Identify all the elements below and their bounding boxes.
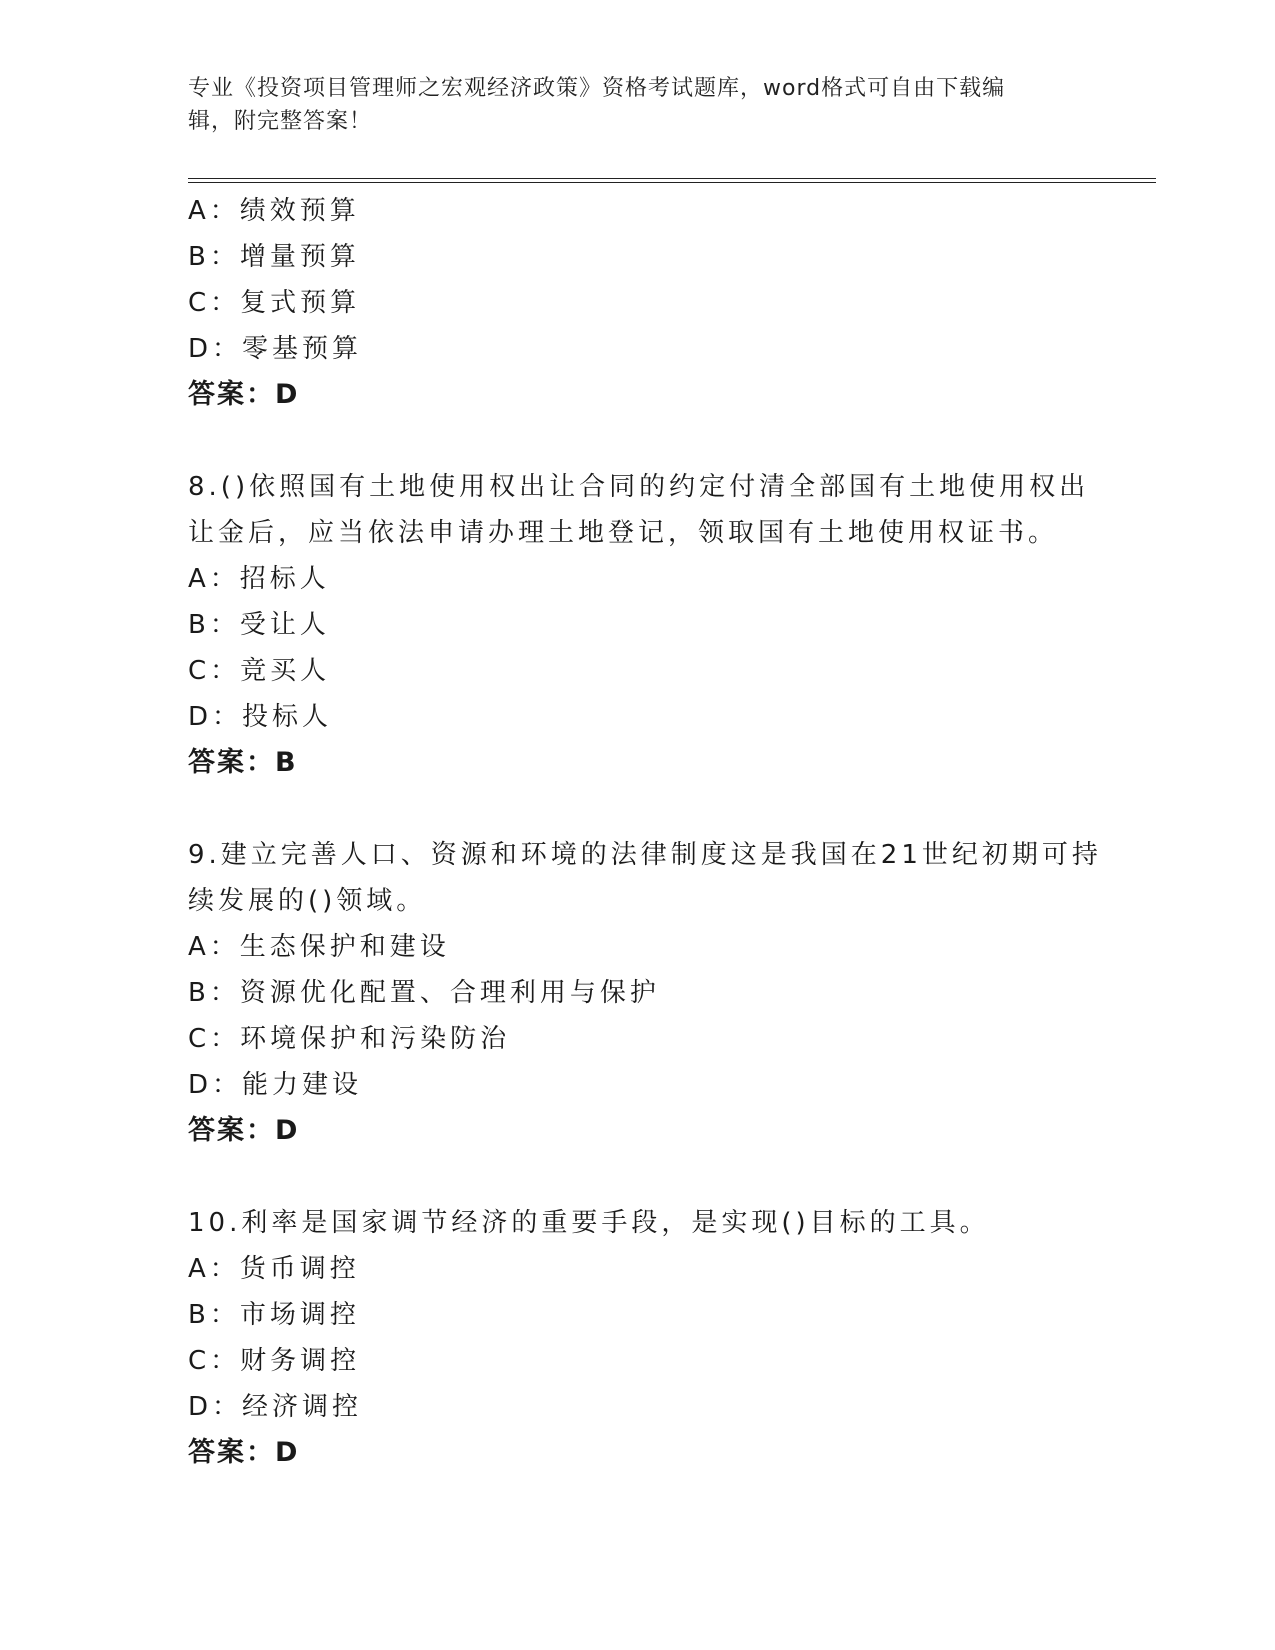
header-line-1: 专业《投资项目管理师之宏观经济政策》资格考试题库，word格式可自由下载编 xyxy=(188,76,1006,101)
option-d: D：零基预算 xyxy=(188,334,363,364)
option-d: D：能力建设 xyxy=(188,1070,363,1100)
question-9 xyxy=(188,832,1108,1154)
option-b: B：资源优化配置、合理利用与保护 xyxy=(188,978,660,1008)
option-a: A：生态保护和建设 xyxy=(188,932,450,962)
document-header xyxy=(188,72,1088,138)
option-b: B：受让人 xyxy=(188,610,330,640)
header-line-2: 辑，附完整答案！ xyxy=(188,109,373,134)
question-text-line: 让金后，应当依法申请办理土地登记，领取国有土地使用权证书。 xyxy=(188,518,1059,548)
question-7 xyxy=(188,188,1108,418)
option-b: B：增量预算 xyxy=(188,242,360,272)
option-d: D：投标人 xyxy=(188,702,333,732)
option-c: C：复式预算 xyxy=(188,288,361,318)
question-8 xyxy=(188,464,1108,786)
option-b: B：市场调控 xyxy=(188,1300,360,1330)
question-text xyxy=(188,832,1108,924)
option-c: C：环境保护和污染防治 xyxy=(188,1024,511,1054)
question-text-line: 8.()依照国有土地使用权出让合同的约定付清全部国有土地使用权出 xyxy=(188,472,1090,502)
option-a: A：招标人 xyxy=(188,564,330,594)
option-a: A：绩效预算 xyxy=(188,196,360,226)
option-c: C：竞买人 xyxy=(188,656,331,686)
question-text-line: 10.利率是国家调节经济的重要手段，是实现()目标的工具。 xyxy=(188,1208,990,1238)
question-10 xyxy=(188,1200,1108,1476)
answer-line: 答案：D xyxy=(188,1437,300,1468)
question-text xyxy=(188,1200,1108,1246)
option-a: A：货币调控 xyxy=(188,1254,360,1284)
answer-line: 答案：D xyxy=(188,379,300,410)
option-d: D：经济调控 xyxy=(188,1392,363,1422)
option-c: C：财务调控 xyxy=(188,1346,361,1376)
question-list xyxy=(188,188,1108,1476)
question-text-line: 续发展的()领域。 xyxy=(188,886,427,916)
header-divider xyxy=(188,178,1156,183)
question-text xyxy=(188,464,1108,556)
answer-line: 答案：B xyxy=(188,747,298,778)
question-text-line: 9.建立完善人口、资源和环境的法律制度这是我国在21世纪初期可持 xyxy=(188,840,1102,870)
answer-line: 答案：D xyxy=(188,1115,300,1146)
